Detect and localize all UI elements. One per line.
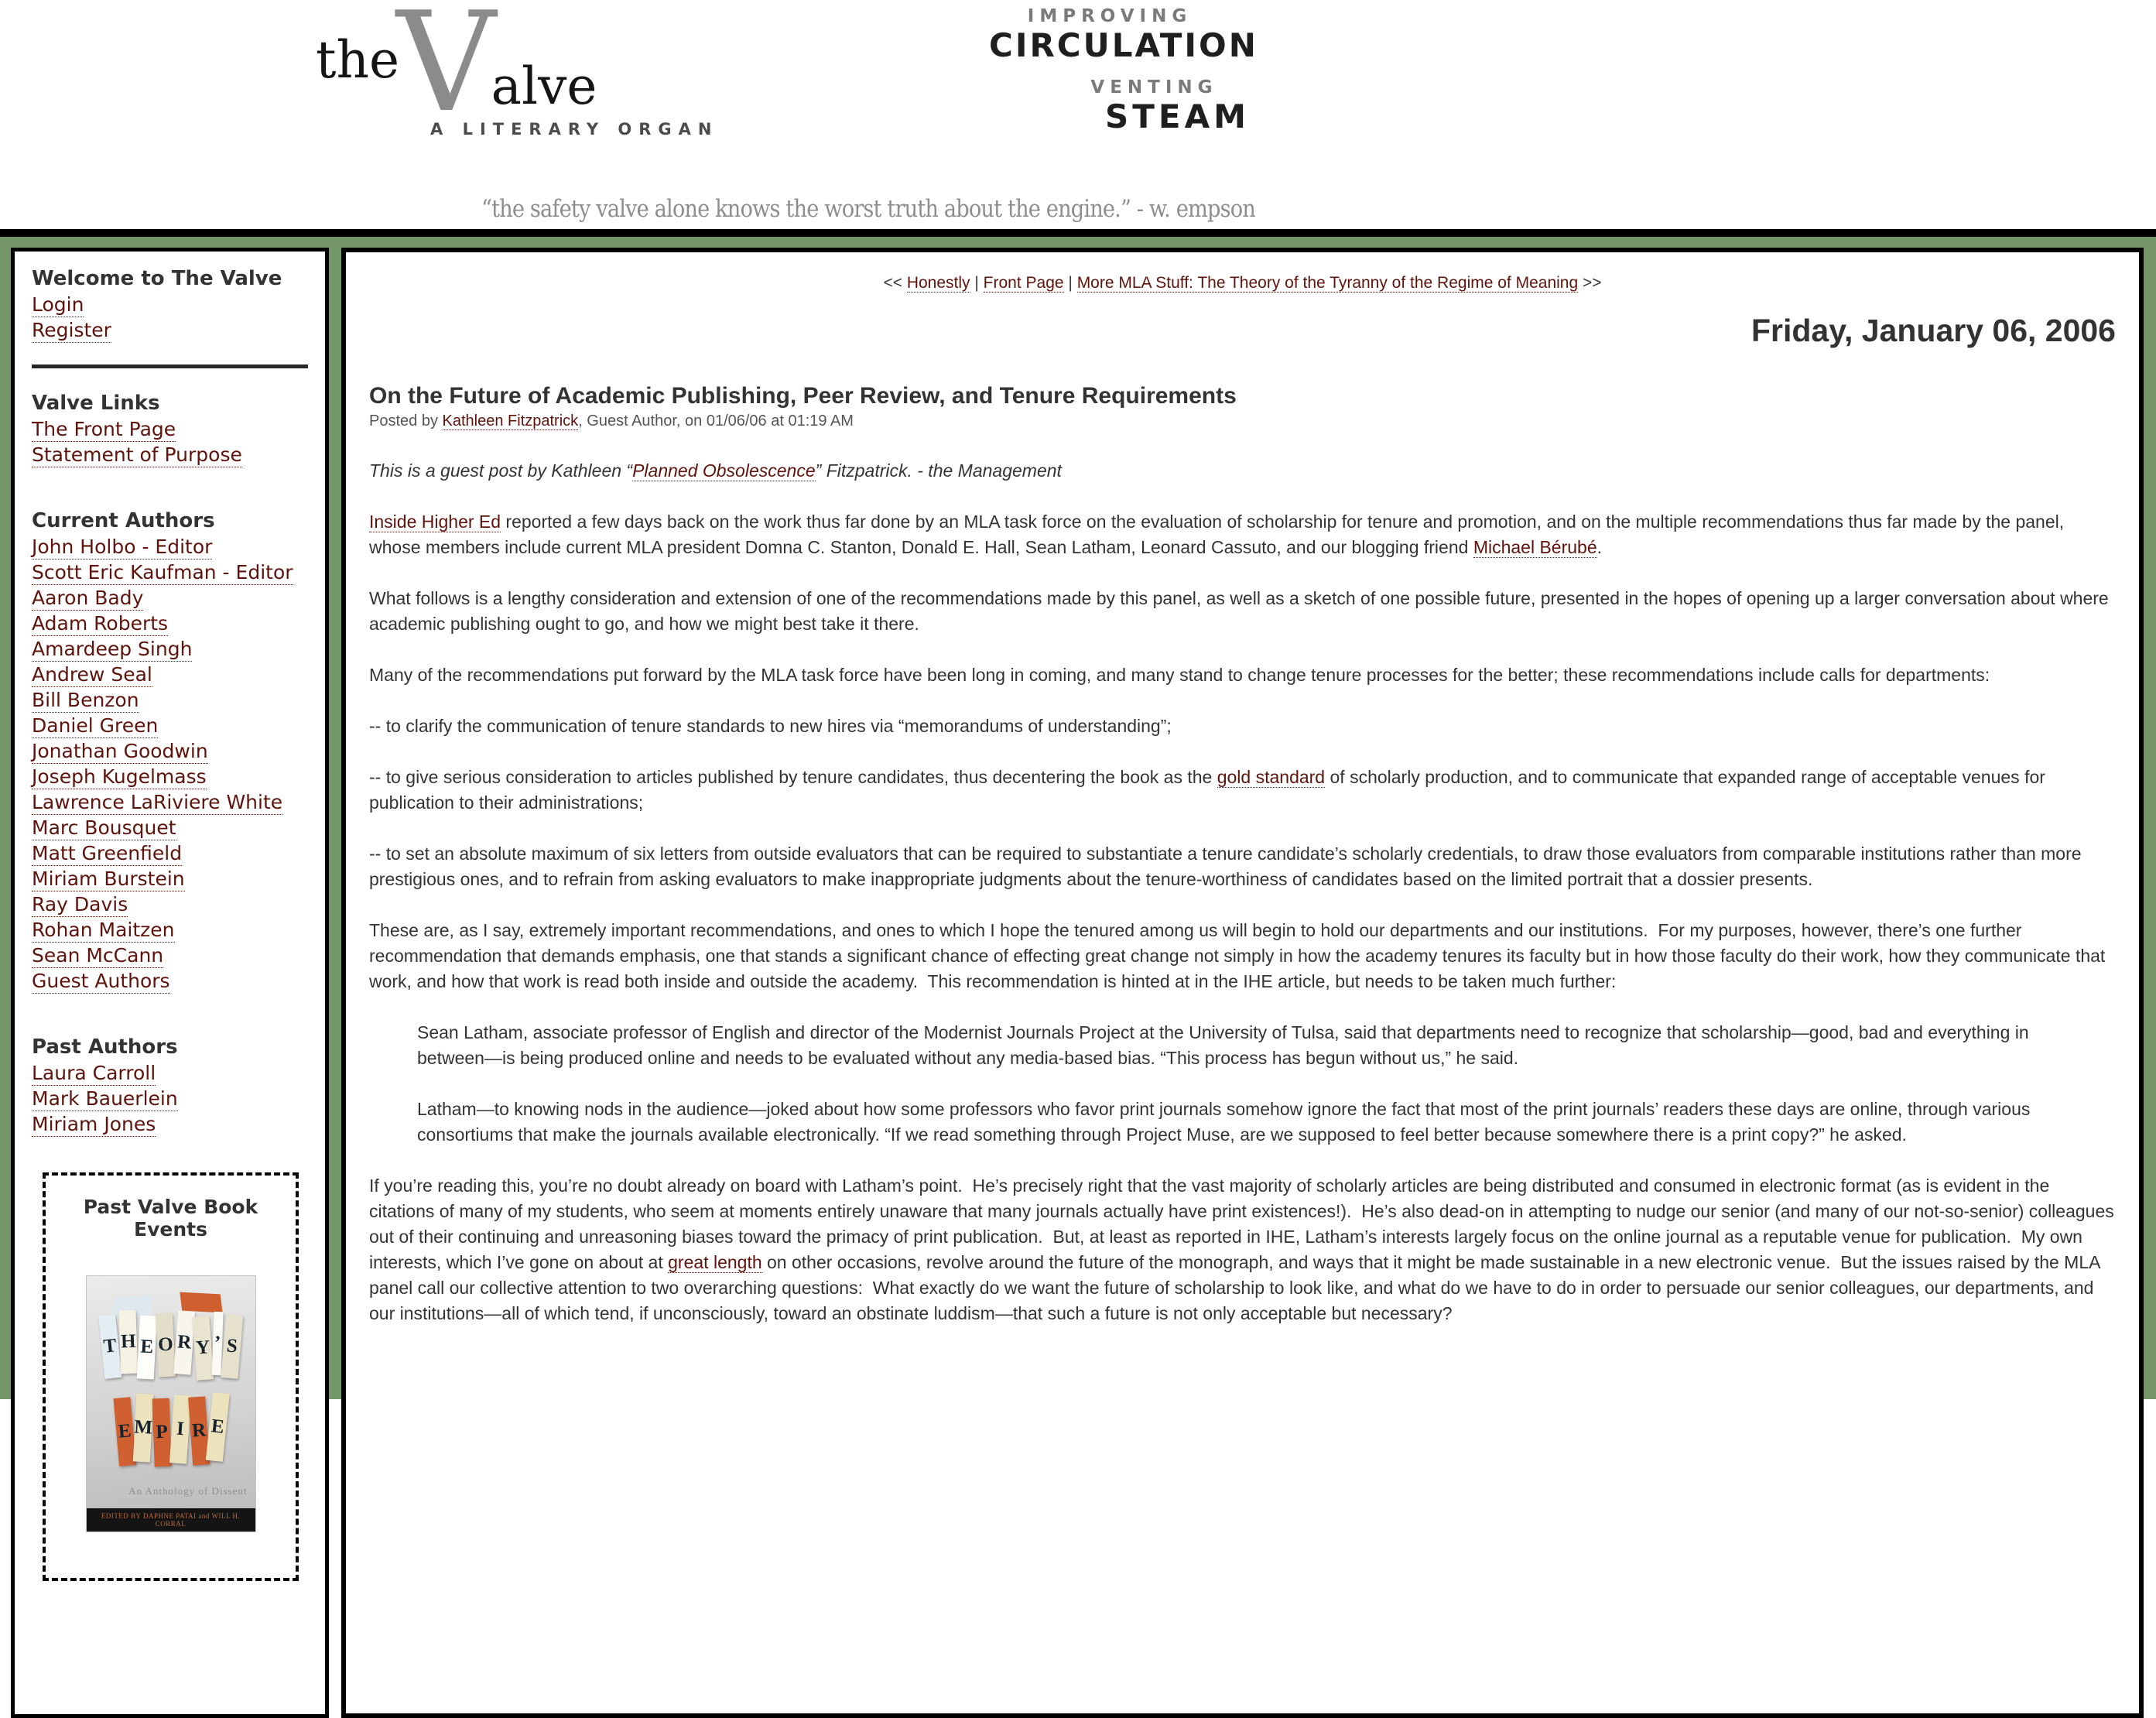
sidebar-link[interactable]: Register — [32, 319, 111, 341]
logo-v: V — [396, 0, 496, 142]
sidebar-heading-current-authors: Current Authors — [32, 509, 215, 532]
book-letter-strip: E — [113, 1397, 136, 1466]
book-letter-strip: ’ — [211, 1312, 223, 1375]
post-nav-link[interactable]: Front Page — [983, 274, 1064, 292]
author-link[interactable]: Aaron Bady — [32, 587, 144, 609]
book-letter-strip: R — [188, 1396, 210, 1465]
author-link[interactable]: Marc Bousquet — [32, 816, 176, 839]
site-header — [0, 0, 2156, 237]
post-title: On the Future of Academic Publishing, Peer Review, and Tenure Requirements — [369, 383, 1237, 409]
post-nav-links — [907, 274, 1578, 293]
author-link[interactable]: Adam Roberts — [32, 612, 169, 635]
motto-circulation: CIRCULATION — [989, 26, 1258, 64]
book-letter-strip: R — [173, 1310, 195, 1374]
byline-suffix: , Guest Author, on 01/06/06 at 01:19 AM — [578, 412, 854, 430]
inline-link[interactable]: Inside Higher Ed — [369, 512, 501, 532]
past-valve-book-events-box — [43, 1172, 299, 1581]
inline-link[interactable]: Michael Bérubé — [1473, 537, 1597, 557]
author-link[interactable]: Andrew Seal — [32, 663, 152, 686]
sidebar-valve-links — [32, 417, 308, 467]
prev-arrows: << — [883, 274, 902, 292]
motto-improving-circulation — [989, 6, 1258, 64]
author-link[interactable]: Guest Authors — [32, 970, 170, 992]
book-cover-theorys-empire[interactable] — [87, 1276, 255, 1531]
sidebar-current-authors-links — [32, 535, 308, 994]
blockquote-paragraph: Latham—to knowing nods in the audience—joked about how some professors who favor print journals somehow ignore the fact that most of the print journals’ readers these days are online, through various consortiums that make the journals available electronically. “If we read something through Project Muse, are we supposed to feel better because somewhere there is a print copy?” he asked. — [417, 1099, 2031, 1145]
body-paragraph: If you’re reading this, you’re no doubt already on board with Latham’s point. He’s precisely right that the vast majority of scholarly articles are being distributed and consumed in electronic format (as is evident in the citations of many of my students, who seem at moments entirely unaware that many journals actually have print existences!). He’s also dead-on in attempting to nudge our senior (and many of our not-so-senior) colleagues out of their continuing and unreasoning biases toward the primacy of print publication. But, at least as reported in IHE, Latham’s interests largely focus on the online journal as a reputable venue for publication. My own interests, which I’ve gone on about at great length on other occasions, revolve around the future of the monograph, and ways that it might be made sustainable in a new electronic venue. But the issues raised by the MLA panel call our collective attention to two overarching questions: What exactly do we want the future of scholarship to look like, and what do we have to do in order to persuade our senior colleagues, our departments, and our institutions—all of which tend, if unconsciously, toward an obstinate luddism—that such a future is not only acceptable but necessary? — [369, 1176, 2114, 1323]
sidebar-welcome-links — [32, 293, 308, 343]
author-link[interactable]: Joseph Kugelmass — [32, 765, 207, 788]
book-letter-strip: Y — [192, 1316, 214, 1380]
sidebar-past-authors-links — [32, 1061, 308, 1137]
book-letter-strip: E — [205, 1392, 229, 1462]
site-tagline: “the safety valve alone knows the worst truth about the engine.” - w. empson — [481, 195, 1255, 223]
author-link[interactable]: Ray Davis — [32, 893, 128, 915]
logo-alve: alve — [491, 56, 597, 116]
sidebar-divider — [32, 364, 308, 368]
sidebar-heading-valve-links: Valve Links — [32, 392, 160, 415]
book-letter-strip: E — [136, 1315, 156, 1379]
post-nav-link[interactable]: Honestly — [906, 274, 970, 292]
body-paragraph: -- to set an absolute maximum of six letters from outside evaluators that can be required to substantiate a tenure candidate’s scholarly credentials, to draw those evaluators from comparable institutions rather than more prestigious ones, and to refrain from asking evaluators to make inappropriate judgments about the tenure-worthiness of candidates based on the limited portrait that a dossier presents. — [369, 844, 2082, 889]
byline-prefix: Posted by — [369, 412, 443, 430]
book-subtitle: An Anthology of Dissent — [128, 1485, 248, 1497]
author-link[interactable]: Jonathan Goodwin — [32, 740, 208, 762]
author-link[interactable]: Sean McCann — [32, 944, 164, 967]
logo-the: the — [316, 29, 400, 90]
blockquote-paragraph: Sean Latham, associate professor of English and director of the Modernist Journals Project at the University of Tulsa, said that departments need to recognize that scholarship—good, bad and everything in between—is being produced online and needs to be evaluated without any media-based bias. “This process has begun without us,” he said. — [417, 1022, 2029, 1068]
motto-steam: STEAM — [1105, 98, 1250, 135]
site-logo[interactable] — [316, 0, 719, 142]
sidebar-heading-welcome: Welcome to The Valve — [32, 267, 282, 290]
author-link[interactable]: Scott Eric Kaufman - Editor — [32, 561, 293, 584]
separator: | — [970, 274, 984, 292]
body-paragraph: These are, as I say, extremely important recommendations, and ones to which I hope the tenured among us will begin to hold our departments and our institutions. For my purposes, however, there’s one further recommendation that demands emphasis, one that stands a significant chance of effecting great change not simply in how the academy tenures its faculty but in how those faculty do their work, how they communicate that work, and how that work is read both inside and outside the academy. This recommendation is hinted at in the IHE article, but needs to be taken much further: — [369, 920, 2106, 991]
book-title-theorys — [87, 1276, 255, 1377]
book-letter-strip: O — [155, 1312, 175, 1377]
post-navigation — [369, 274, 2116, 293]
body-paragraph: Inside Higher Ed reported a few days back on the work thus far done by an MLA task force on the evaluation of scholarship for tenure and promotion, and on the multiple recommendations thus far made by the panel, whose members include current MLA president Domna C. Stanton, Donald E. Hall, Sean Latham, Leonard Cassuto, and our blogging friend Michael Bérubé. — [369, 512, 2065, 557]
byline-author-link[interactable]: Kathleen Fitzpatrick — [442, 412, 579, 430]
body-paragraph: What follows is a lengthy consideration and extension of one of the recommendations made by this panel, as well as a sketch of one possible future, presented in the hopes of opening up a larger conversation about where academic publishing ought to go, and how we might best take it there. — [369, 588, 2109, 634]
sidebar-heading-past-authors: Past Authors — [32, 1035, 178, 1059]
motto-venting-steam — [1071, 77, 1250, 135]
main-content — [341, 248, 2144, 1718]
logo-subtitle: A LITERARY ORGAN — [430, 119, 719, 139]
page-body — [0, 237, 2156, 1718]
body-paragraph: -- to give serious consideration to articles published by tenure candidates, thus decentering the book as the gold standard of scholarly production, and to communicate that expanded range of acceptable venues for publication to their administrations; — [369, 767, 2045, 813]
book-letter-strip: M — [132, 1393, 153, 1462]
book-editors-band: EDITED BY DAPHNE PATAI and WILL H. CORRAL — [87, 1508, 255, 1531]
author-link[interactable]: Amardeep Singh — [32, 638, 193, 660]
author-link[interactable]: Lawrence LaRiviere White — [32, 791, 283, 813]
next-arrows: >> — [1583, 274, 1602, 292]
book-letter-strip: H — [118, 1310, 138, 1374]
sidebar-link[interactable]: Login — [32, 293, 84, 316]
post-body — [369, 458, 2116, 1326]
body-paragraph: This is a guest post by Kathleen “Planned Obsolescence” Fitzpatrick. - the Management — [369, 460, 1062, 481]
inline-link[interactable]: gold standard — [1217, 767, 1326, 787]
author-link[interactable]: Miriam Jones — [32, 1113, 156, 1135]
author-link[interactable]: Matt Greenfield — [32, 842, 183, 864]
motto-improving: IMPROVING — [1027, 6, 1193, 26]
author-link[interactable]: Rohan Maitzen — [32, 919, 175, 941]
separator: | — [1063, 274, 1077, 292]
author-link[interactable]: Laura Carroll — [32, 1062, 156, 1084]
book-letter-strip: T — [98, 1314, 121, 1379]
post-byline — [369, 412, 2116, 430]
body-paragraph: Many of the recommendations put forward by the MLA task force have been long in coming, and many stand to change tenure processes for the better; these recommendations include calls for departments: — [369, 665, 1990, 685]
author-link[interactable]: Miriam Burstein — [32, 868, 185, 890]
book-letter-strip: P — [152, 1398, 171, 1467]
author-link[interactable]: Bill Benzon — [32, 689, 139, 711]
book-letter-strip: I — [169, 1395, 190, 1463]
book-events-heading: Past Valve Book Events — [83, 1196, 258, 1241]
sidebar-link[interactable]: Statement of Purpose — [32, 443, 242, 466]
author-link[interactable]: John Holbo - Editor — [32, 536, 213, 558]
motto-venting: VENTING — [1090, 77, 1218, 98]
body-paragraph: -- to clarify the communication of tenure standards to new hires via “memorandums of understanding”; — [369, 716, 1172, 736]
book-title-empire — [87, 1395, 255, 1463]
inline-link[interactable]: Planned Obsolescence — [632, 460, 816, 481]
sidebar — [11, 248, 329, 1718]
date-heading: Friday, January 06, 2006 — [1750, 313, 2116, 348]
author-link[interactable]: Mark Bauerlein — [32, 1087, 178, 1110]
book-letter-strip: S — [221, 1314, 243, 1379]
inline-link[interactable]: great length — [668, 1252, 762, 1272]
author-link[interactable]: Daniel Green — [32, 714, 159, 737]
post-nav-link[interactable]: More MLA Stuff: The Theory of the Tyranny of the Regime of Meaning — [1076, 274, 1579, 292]
sidebar-link[interactable]: The Front Page — [32, 418, 176, 440]
